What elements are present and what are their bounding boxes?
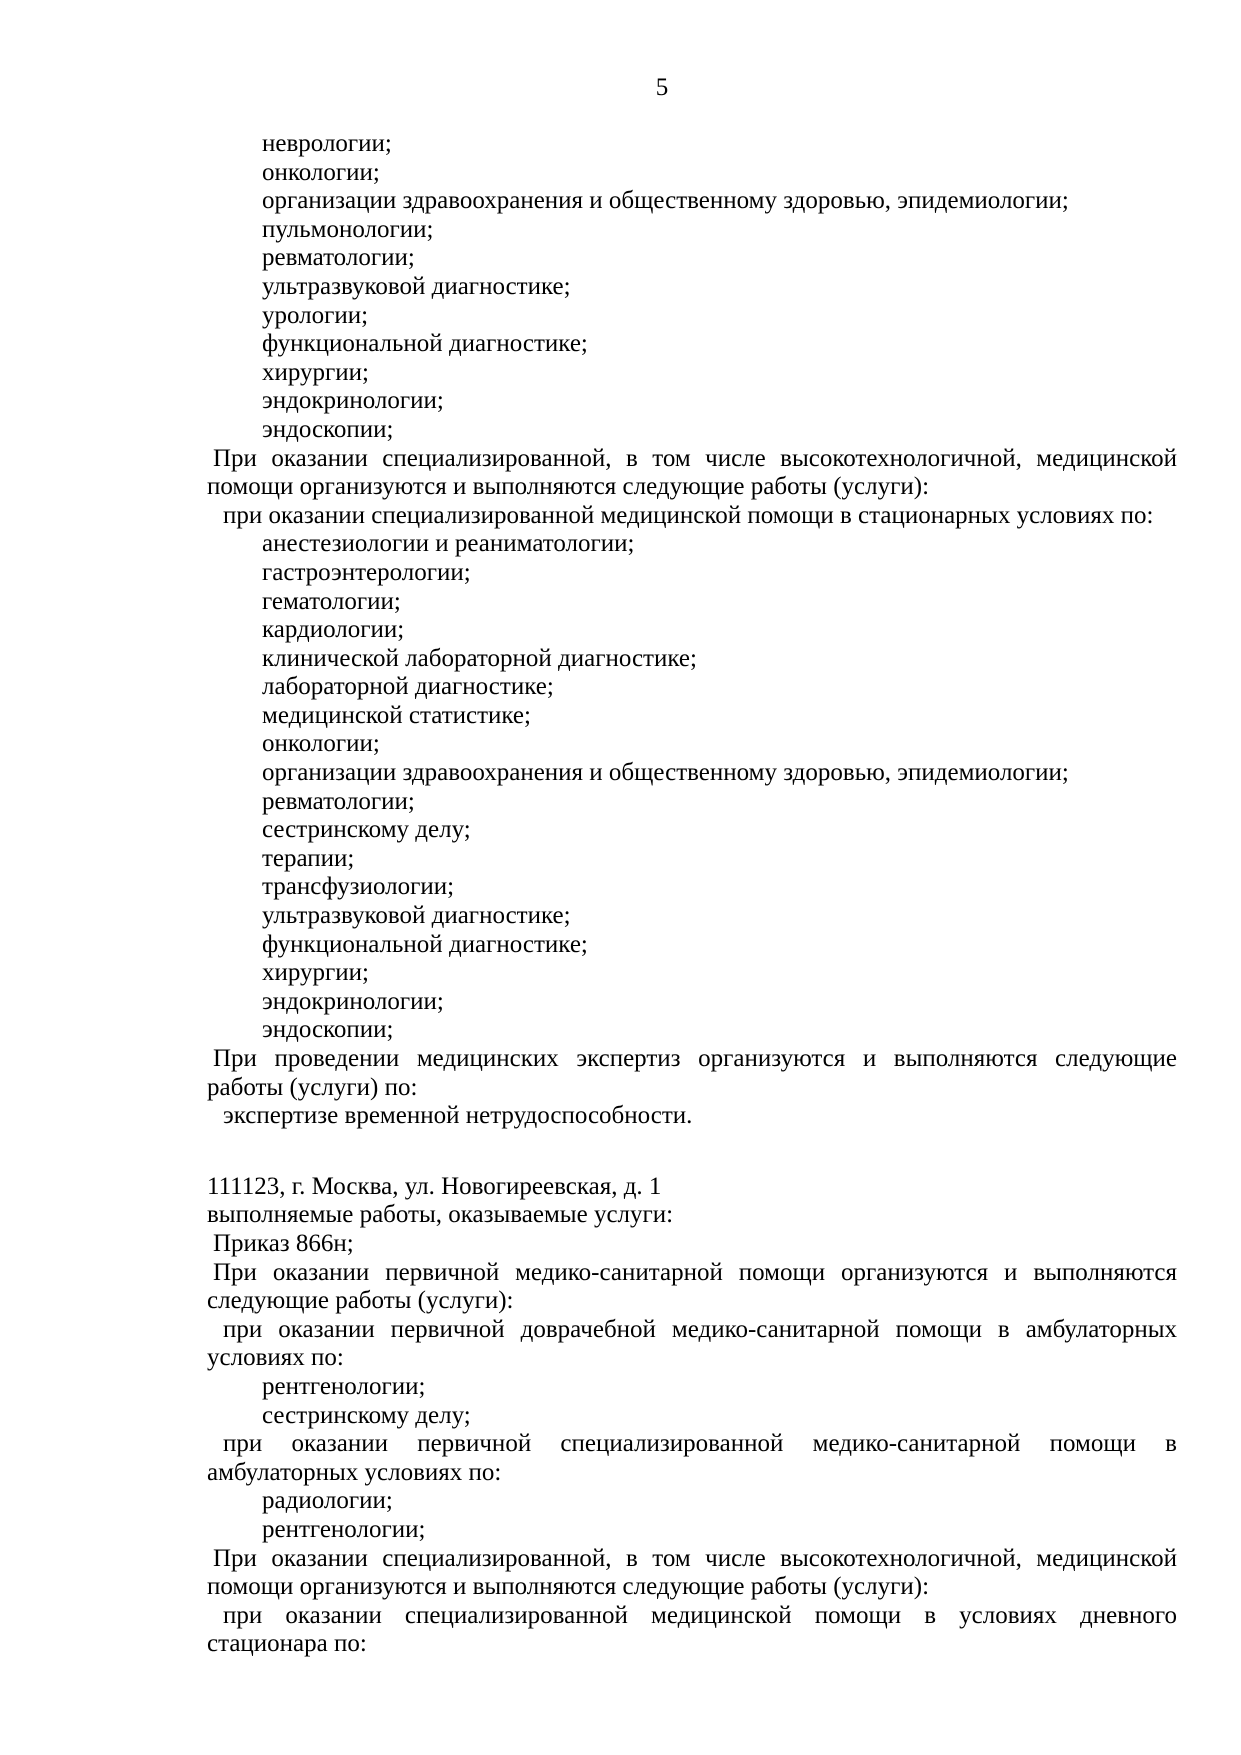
- document-line: сестринскому делу;: [262, 1401, 471, 1429]
- document-line: онкологии;: [262, 730, 380, 758]
- document-line: При оказании специализированной, в том числе высокотехнологичной, медицинской помощи организуются и выполняются следующие работы (услуги):: [207, 444, 1177, 501]
- document-line: рентгенологии;: [262, 1372, 426, 1400]
- document-line: рентгенологии;: [262, 1515, 426, 1543]
- document-line: трансфузиологии;: [262, 873, 455, 901]
- document-line: При проведении медицинских экспертиз организуются и выполняются следующие работы (услуги) по:: [207, 1045, 1177, 1101]
- document-line: организации здравоохранения и общественному здоровью, эпидемиологии;: [262, 187, 1069, 215]
- document-line: при оказании специализированной медицинской помощи в стационарных условиях по:: [223, 501, 1154, 529]
- document-line: функциональной диагностике;: [262, 930, 588, 958]
- document-line: клинической лабораторной диагностике;: [262, 644, 697, 672]
- document-body: [207, 130, 1177, 1659]
- document-line: экспертизе временной нетрудоспособности.: [223, 1102, 693, 1130]
- document-line: пульмонологии;: [262, 215, 434, 243]
- document-line: хирургии;: [262, 959, 370, 987]
- document-line: неврологии;: [262, 130, 392, 157]
- section-spacer: [207, 1131, 1177, 1173]
- document-line: гастроэнтерологии;: [262, 558, 471, 586]
- document-line: При оказании специализированной, в том числе высокотехнологичной, медицинской помощи организуются и выполняются следующие работы (услуги):: [207, 1544, 1177, 1601]
- document-line: кардиологии;: [262, 616, 405, 644]
- document-line: хирургии;: [262, 358, 370, 386]
- document-line: эндоскопии;: [262, 1016, 394, 1044]
- document-line: терапии;: [262, 844, 355, 872]
- document-line: эндокринологии;: [262, 387, 444, 415]
- document-line: при оказании первичной специализированной медико-санитарной помощи в амбулаторных условиях по:: [207, 1430, 1177, 1486]
- document-line: эндоскопии;: [262, 415, 394, 443]
- document-line: ультразвуковой диагностике;: [262, 902, 571, 930]
- document-line: урологии;: [262, 301, 369, 329]
- document-line: гематологии;: [262, 587, 401, 615]
- document-line: организации здравоохранения и общественному здоровью, эпидемиологии;: [262, 759, 1069, 787]
- document-line: при оказании специализированной медицинской помощи в условиях дневного стационара по:: [207, 1601, 1177, 1658]
- document-line: сестринскому делу;: [262, 816, 471, 844]
- page-number: 5: [655, 74, 669, 101]
- document-line: медицинской статистике;: [262, 701, 531, 729]
- document-line: 111123, г. Москва, ул. Новогиреевская, д. 1: [207, 1172, 662, 1200]
- document-line: ультразвуковой диагностике;: [262, 272, 571, 300]
- document-line: онкологии;: [262, 158, 380, 186]
- document-line: анестезиологии и реаниматологии;: [262, 530, 635, 558]
- document-line: радиологии;: [262, 1487, 393, 1515]
- document-line: ревматологии;: [262, 787, 415, 815]
- document-line: функциональной диагностике;: [262, 330, 588, 358]
- document-line: при оказании первичной доврачебной медико-санитарной помощи в амбулаторных условиях по:: [207, 1315, 1177, 1372]
- document-line: При оказании первичной медико-санитарной помощи организуются и выполняются следующие работы (услуги):: [207, 1258, 1177, 1315]
- document-line: выполняемые работы, оказываемые услуги:: [207, 1201, 674, 1229]
- document-line: эндокринологии;: [262, 987, 444, 1015]
- document-line: лабораторной диагностике;: [262, 673, 554, 701]
- document-line: ревматологии;: [262, 244, 415, 272]
- document-line: Приказ 866н;: [213, 1229, 354, 1257]
